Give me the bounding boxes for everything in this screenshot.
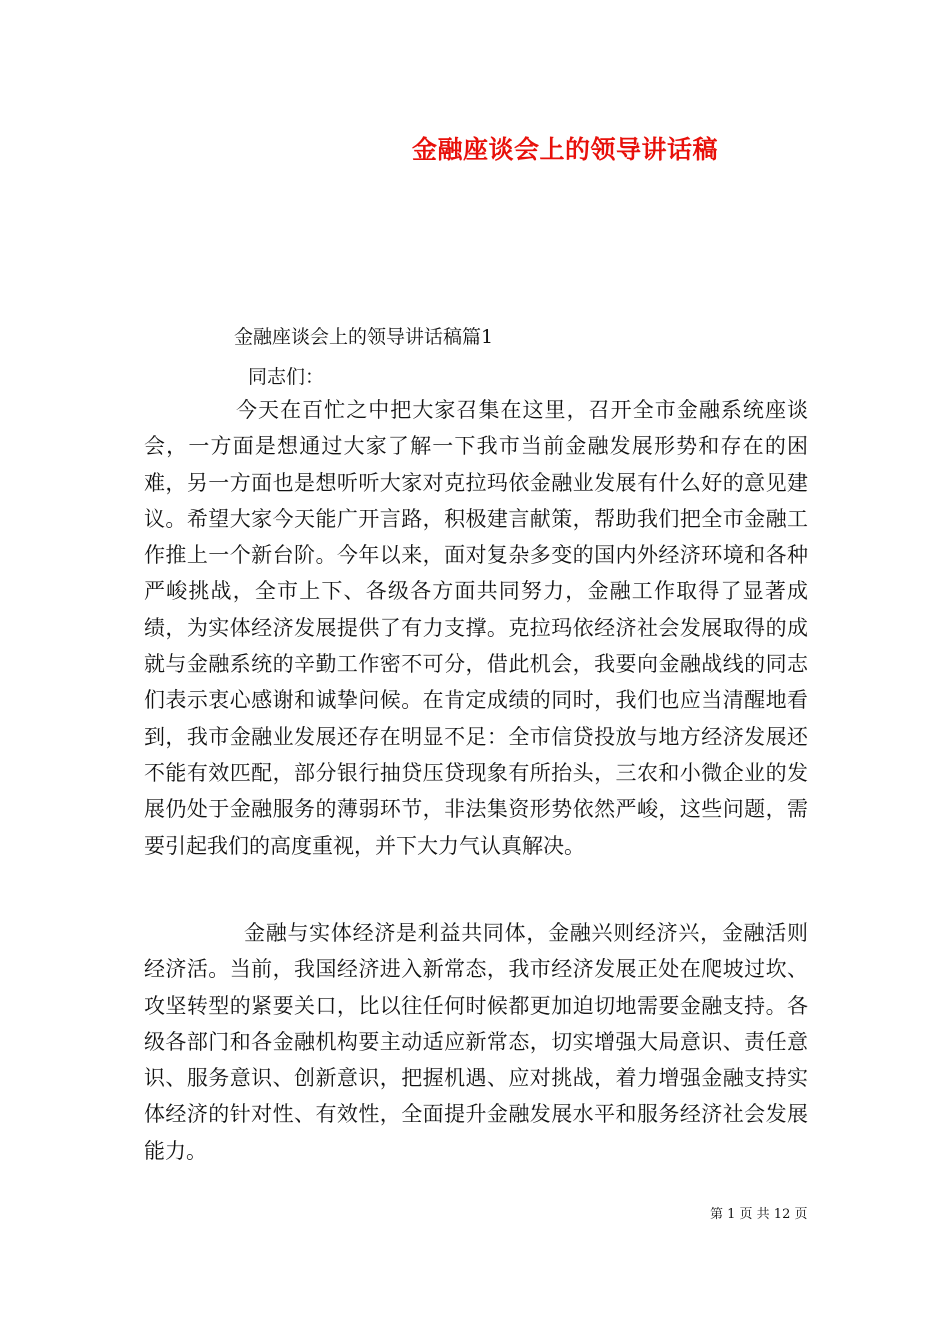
salutation: 同志们： <box>248 366 325 388</box>
body-paragraph-2: 金融与实体经济是利益共同体，金融兴则经济兴，金融活则经济活。当前，我国经济进入新常态，我市经济发展正处在爬坡过坎、攻坚转型的紧要关口，比以往任何时候都更加迫切地需要金融支持。各级各部门和各金融机构要主动适应新常态，切实增强大局意识、责任意识、服务意识、创新意识，把握机遇、应对挑战，着力增强金融支持实体经济的针对性、有效性，全面提升金融发展水平和服务经济社会发展能力。 <box>144 921 808 1163</box>
section-heading: 金融座谈会上的领导讲话稿篇1 <box>234 326 494 348</box>
page-number-footer: 第 1 页 共 12 页 <box>710 1207 808 1222</box>
document-title: 金融座谈会上的领导讲话稿 <box>412 135 719 164</box>
body-paragraph-1: 今天在百忙之中把大家召集在这里，召开全市金融系统座谈会，一方面是想通过大家了解一下我市当前金融发展形势和存在的困难，另一方面也是想听听大家对克拉玛依金融业发展有什么好的意见建议。希望大家今天能广开言路，积极建言献策，帮助我们把全市金融工作推上一个新台阶。今年以来，面对复杂多变的国内外经济环境和各种严峻挑战，全市上下、各级各方面共同努力，金融工作取得了显著成绩，为实体经济发展提供了有力支撑。克拉玛依经济社会发展取得的成就与金融系统的辛勤工作密不可分，借此机会，我要向金融战线的同志们表示衷心感谢和诚挚问候。在肯定成绩的同时，我们也应当清醒地看到，我市金融业发展还存在明显不足：全市信贷投放与地方经济发展还不能有效匹配，部分银行抽贷压贷现象有所抬头，三农和小微企业的发展仍处于金融服务的薄弱环节，非法集资形势依然严峻，这些问题，需要引起我们的高度重视，并下大力气认真解决。 <box>144 398 808 858</box>
